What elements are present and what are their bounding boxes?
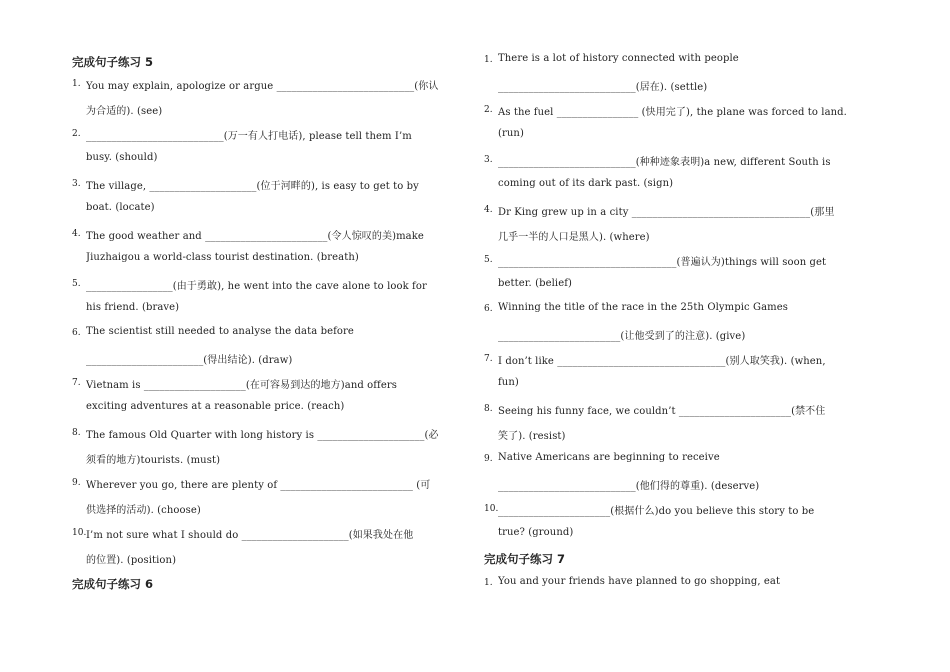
item-line: 的位置). (position)	[86, 555, 177, 566]
item-line: ______________________(根据什么)do you believe this story to be	[498, 506, 815, 517]
item-number: 9.	[72, 478, 81, 488]
item-line: 为合适的). (see)	[86, 106, 163, 117]
item-number: 2.	[484, 105, 493, 115]
item-line: Seeing his funny face, we couldn’t ______________________(禁不住	[498, 406, 826, 417]
item-line: The good weather and ________________________(令人惊叹的美)make	[86, 231, 424, 242]
item-line: his friend. (brave)	[86, 302, 180, 313]
item-line: Vietnam is ____________________(在可容易到达的地方)and offers	[86, 380, 397, 391]
item-line: fun)	[498, 377, 519, 388]
item-line: I don’t like _________________________________(别人取笑我). (when,	[498, 356, 826, 367]
item-line: You and your friends have planned to go shopping, eat	[498, 576, 781, 587]
item-line: Native Americans are beginning to receive	[498, 452, 720, 463]
item-line: The famous Old Quarter with long history is _____________________(必	[86, 430, 439, 441]
item-number: 8.	[72, 428, 81, 438]
item-line: ___________________________(他们得的尊重). (deserve)	[498, 481, 760, 492]
item-number: 5.	[72, 279, 81, 289]
item-number: 1.	[484, 578, 493, 588]
item-number: 1.	[72, 79, 81, 89]
item-line: ___________________________(居在). (settle)	[498, 82, 708, 93]
item-line: _______________________(得出结论). (draw)	[86, 355, 293, 366]
item-number: 2.	[72, 129, 81, 139]
item-line: true? (ground)	[498, 527, 574, 538]
item-line: busy. (should)	[86, 152, 158, 163]
item-line: The scientist still needed to analyse the data before	[86, 326, 354, 337]
item-line: Wherever you go, there are plenty of __________________________ (可	[86, 480, 431, 491]
item-line: better. (belief)	[498, 278, 573, 289]
item-line: You may explain, apologize or argue ___________________________(你认	[86, 81, 439, 92]
item-line: coming out of its dark past. (sign)	[498, 178, 674, 189]
item-number: 3.	[484, 155, 493, 165]
item-number: 3.	[72, 179, 81, 189]
item-number: 5.	[484, 255, 493, 265]
item-line: 笑了). (resist)	[498, 431, 566, 442]
item-line: There is a lot of history connected with people	[498, 53, 739, 64]
item-line: Winning the title of the race in the 25th Olympic Games	[498, 302, 789, 313]
item-line: ________________________(让他受到了的注意). (give)	[498, 331, 746, 342]
item-line: 几乎一半的人口是黑人). (where)	[498, 232, 650, 243]
exercise-5-heading: 完成句子练习 5	[72, 55, 154, 69]
item-line: The village, _____________________(位于河畔的), is easy to get to by	[86, 181, 419, 192]
item-line: ___________________________________(普遍认为)things will soon get	[498, 257, 827, 268]
item-line: I’m not sure what I should do _____________________(如果我处在他	[86, 530, 414, 541]
item-line: boat. (locate)	[86, 202, 155, 213]
item-number: 6.	[72, 328, 81, 338]
item-number: 8.	[484, 404, 493, 414]
item-line: _________________(由于勇敢), he went into the cave alone to look for	[86, 281, 427, 292]
item-line: ___________________________(万一有人打电话), please tell them I’m	[86, 131, 412, 142]
exercise-7-heading: 完成句子练习 7	[484, 552, 566, 566]
item-line: Jiuzhaigou a world-class tourist destination. (breath)	[86, 252, 359, 263]
item-number: 6.	[484, 304, 493, 314]
item-number: 9.	[484, 454, 493, 464]
item-number: 10.	[72, 528, 87, 538]
item-line: As the fuel ________________ (快用完了), the plane was forced to land.	[498, 107, 847, 118]
item-line: 供选择的活动). (choose)	[86, 505, 201, 516]
item-line: ___________________________(种种迹象表明)a new, different South is	[498, 157, 831, 168]
item-number: 10.	[484, 504, 499, 514]
item-line: Dr King grew up in a city ___________________________________(那里	[498, 207, 835, 218]
item-number: 1.	[484, 55, 493, 65]
item-line: 须看的地方)tourists. (must)	[86, 455, 221, 466]
item-line: (run)	[498, 128, 524, 139]
item-number: 7.	[484, 354, 493, 364]
item-number: 4.	[72, 229, 81, 239]
item-number: 7.	[72, 378, 81, 388]
exercise-6-heading: 完成句子练习 6	[72, 577, 154, 591]
item-line: exciting adventures at a reasonable price. (reach)	[86, 401, 345, 412]
item-number: 4.	[484, 205, 493, 215]
